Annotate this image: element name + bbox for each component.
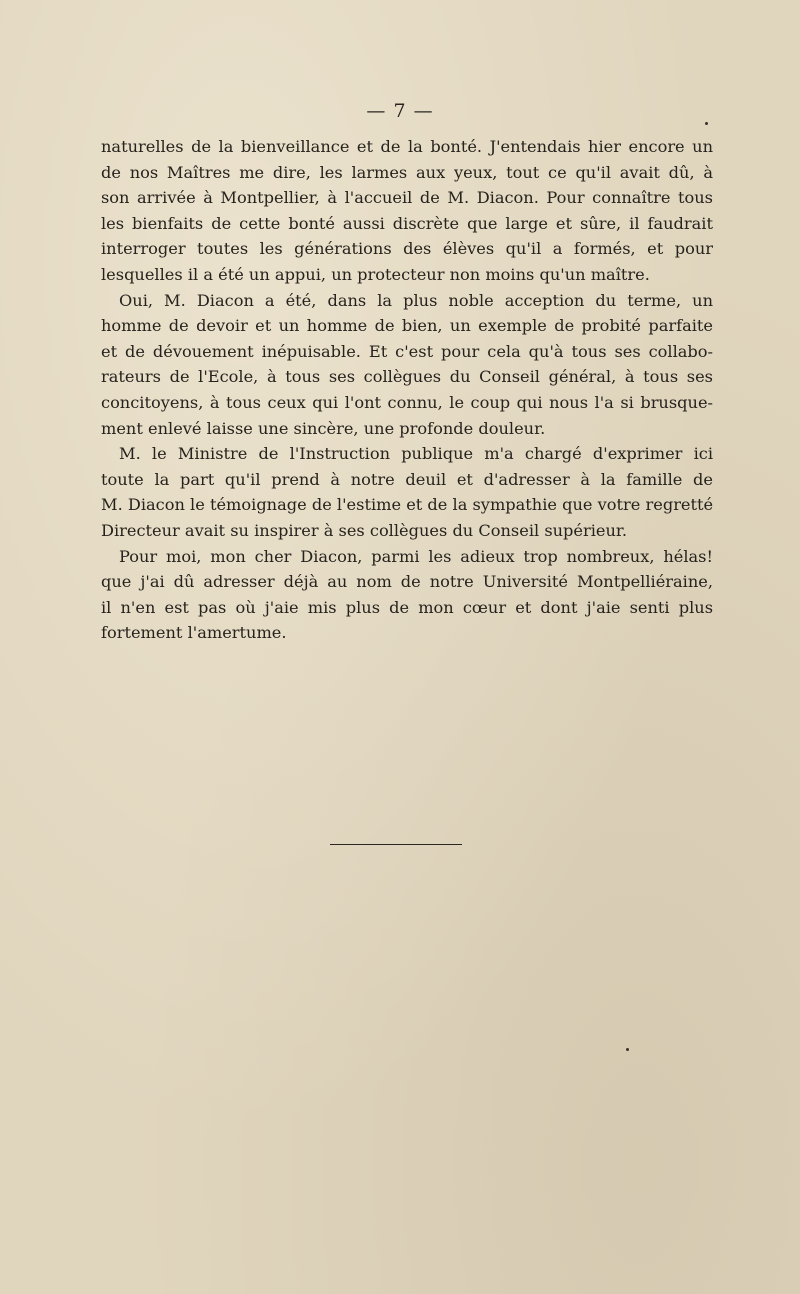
text-line: rateurs de l'Ecole, à tous ses collègues du Conseil général, à tous ses [101, 367, 713, 387]
paper-speck [705, 122, 708, 125]
text-line: naturelles de la bienveillance et de la bonté. J'entendais hier encore un [101, 137, 713, 156]
text-line: ment enlevé laisse une sincère, une profonde douleur. [101, 418, 546, 438]
text-line: les bienfaits de cette bonté aussi discrète que large et sûre, il faudrait [101, 213, 713, 233]
text-line: M. le Ministre de l'Instruction publique m'a chargé d'exprimer ici [119, 444, 713, 464]
text-line: son arrivée à Montpellier, à l'accueil de M. Diacon. Pour connaître tous [101, 188, 713, 208]
text-line: concitoyens, à tous ceux qui l'ont connu, le coup qui nous l'a si brusque- [101, 392, 713, 412]
text-line: Directeur avait su inspirer à ses collègues du Conseil supérieur. [101, 520, 628, 540]
paper-speck [626, 1048, 629, 1051]
paragraph [101, 544, 713, 646]
page-number: — 7 — [366, 100, 434, 122]
paragraph [101, 441, 713, 543]
text-line: il n'en est pas où j'aie mis plus de mon cœur et dont j'aie senti plus [101, 597, 713, 617]
body-text [101, 134, 713, 646]
section-divider [330, 844, 462, 845]
text-line: Pour moi, mon cher Diacon, parmi les adieux trop nombreux, hélas! [119, 546, 713, 566]
text-line: toute la part qu'il prend à notre deuil et d'adresser à la famille de [101, 469, 713, 489]
paragraph [101, 134, 713, 288]
text-line: lesquelles il a été un appui, un protecteur non moins qu'un maître. [101, 264, 650, 284]
text-line: homme de devoir et un homme de bien, un exemple de probité parfaite [101, 316, 713, 336]
paragraph [101, 288, 713, 442]
text-line: que j'ai dû adresser déjà au nom de notre Université Montpelliéraine, [101, 572, 713, 592]
text-line: interroger toutes les générations des élèves qu'il a formés, et pour [101, 239, 713, 259]
text-line: M. Diacon le témoignage de l'estime et de la sympathie que votre regretté [101, 495, 714, 515]
text-line: fortement l'amertume. [101, 623, 287, 643]
text-line: et de dévouement inépuisable. Et c'est pour cela qu'à tous ses collabo- [101, 341, 713, 361]
text-line: Oui, M. Diacon a été, dans la plus noble acception du terme, un [119, 290, 713, 310]
text-line: de nos Maîtres me dire, les larmes aux yeux, tout ce qu'il avait dû, à [101, 162, 713, 182]
